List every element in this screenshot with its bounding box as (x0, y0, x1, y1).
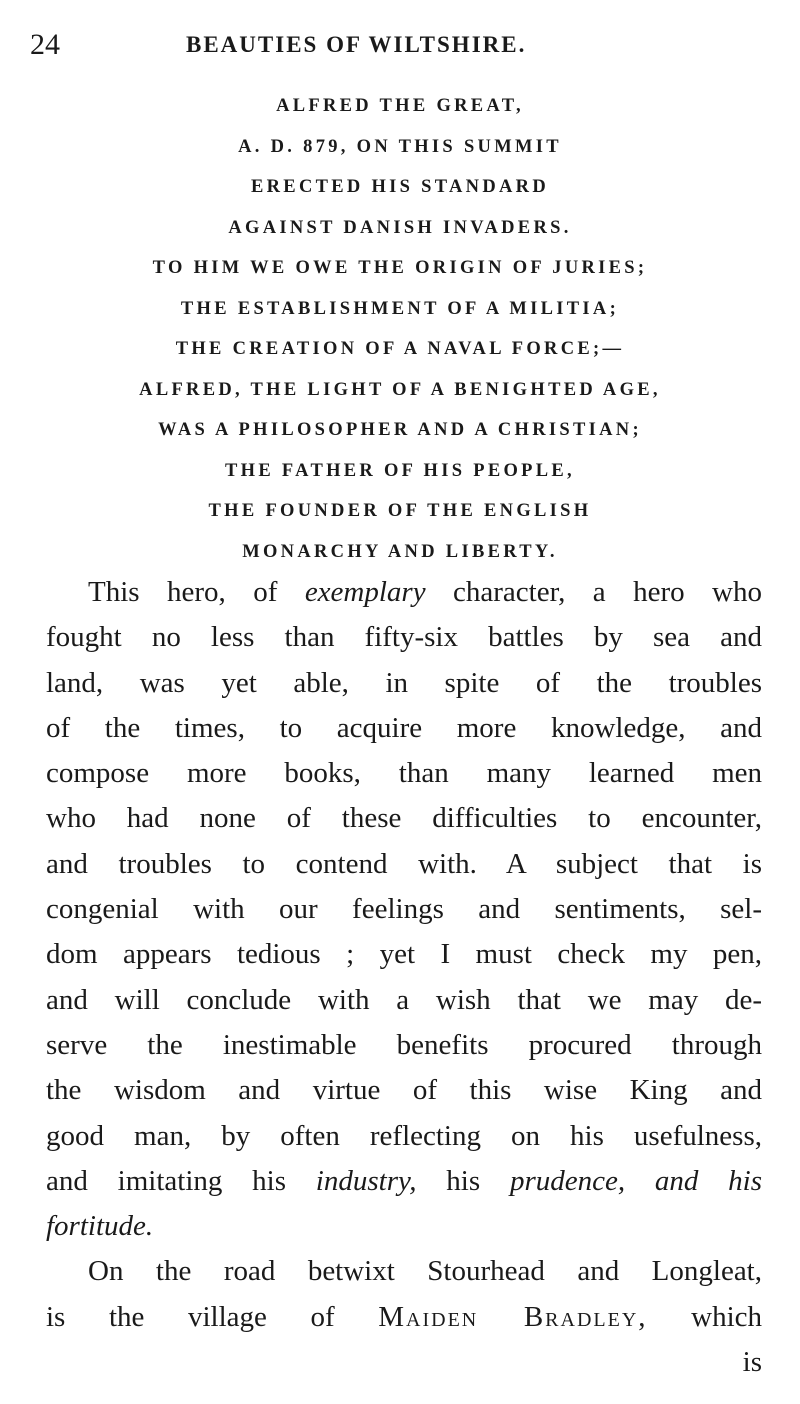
text-segment: and will conclude with a wish that we may de- (46, 983, 762, 1016)
text-line (46, 1159, 762, 1204)
text-line (46, 1023, 762, 1068)
text-segment: good man, by often reflecting on his usefulness, (46, 1119, 762, 1152)
text-segment: land, was yet able, in spite of the troubles (46, 666, 762, 699)
text-segment: dom appears tedious ; yet I must check my pen, (46, 938, 762, 971)
inscription (0, 86, 800, 572)
text-line (46, 615, 762, 660)
text-segment: and imitating his (46, 1164, 316, 1197)
text-segment: prudence, and his (509, 1164, 763, 1197)
inscription-line: MONARCHY AND LIBERTY. (242, 541, 558, 562)
text-line (46, 1249, 762, 1294)
text-segment: On the road betwixt Stourhead and Longleat, (88, 1255, 762, 1288)
text-segment: fought no less than fifty-six battles by sea and (46, 621, 762, 654)
inscription-line: THE FATHER OF HIS PEOPLE, (225, 460, 575, 481)
inscription-line: TO HIM WE OWE THE ORIGIN OF JURIES; (152, 258, 648, 278)
text-line (46, 1295, 762, 1340)
text-line (46, 978, 762, 1023)
text-line (46, 706, 762, 751)
text-line (46, 1204, 762, 1249)
text-segment: character, a hero who (425, 576, 762, 608)
text-segment: is (742, 1346, 762, 1379)
catchword (46, 1340, 762, 1385)
text-segment: This hero, of (88, 576, 305, 608)
inscription-line: THE ESTABLISHMENT OF A MILITIA; (180, 298, 620, 319)
inscription-line: THE CREATION OF A NAVAL FORCE;— (175, 339, 625, 359)
text-segment: congenial with our feelings and sentiments, sel- (46, 893, 762, 926)
inscription-line: AGAINST DANISH INVADERS. (228, 217, 572, 238)
inscription-line: A. D. 879, ON THIS SUMMIT (238, 136, 562, 157)
body-text (46, 570, 762, 1385)
inscription-line: WAS A PHILOSOPHER AND A CHRISTIAN; (158, 420, 642, 440)
text-segment: serve the inestimable benefits procured through (46, 1028, 762, 1061)
inscription-line: ERECTED HIS STANDARD (251, 177, 549, 197)
text-segment: fortitude. (46, 1210, 154, 1243)
text-segment: of the times, to acquire more knowledge, and (46, 711, 762, 744)
text-line (46, 661, 762, 706)
inscription-line: ALFRED THE GREAT, (276, 96, 524, 116)
text-segment: Maiden Bradley, (378, 1300, 648, 1333)
text-segment: who had none of these difficulties to encounter, (46, 802, 762, 835)
text-segment: exemplary (304, 576, 426, 608)
text-line (46, 1114, 762, 1159)
text-segment: is the village of (46, 1300, 379, 1333)
text-line (46, 842, 762, 887)
text-segment: the wisdom and virtue of this wise King and (46, 1074, 762, 1107)
text-segment: his (416, 1164, 510, 1197)
text-segment: compose more books, than many learned men (46, 757, 762, 790)
text-line (46, 887, 762, 932)
page-number: 24 (30, 28, 60, 61)
text-line (46, 1068, 762, 1113)
text-segment: industry, (315, 1164, 417, 1197)
inscription-line: THE FOUNDER OF THE ENGLISH (208, 501, 592, 521)
inscription-line: ALFRED, THE LIGHT OF A BENIGHTED AGE, (139, 379, 661, 400)
text-line (46, 751, 762, 796)
running-head: BEAUTIES OF WILTSHIRE. (186, 32, 527, 57)
text-segment: and troubles to contend with. A subject that is (46, 847, 762, 880)
text-line (46, 570, 762, 615)
text-line (46, 796, 762, 841)
text-line (46, 932, 762, 977)
text-segment: which (647, 1300, 762, 1333)
